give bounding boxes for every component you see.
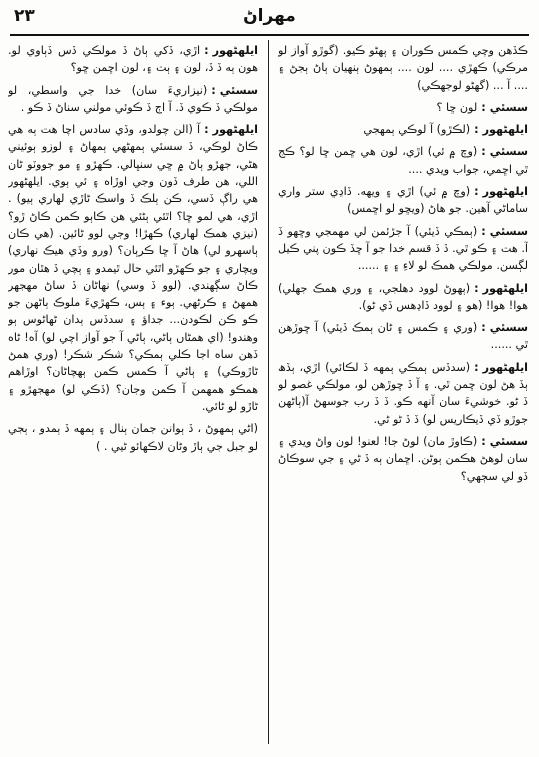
- dialogue-text: (ٻهوڻ لوود دهلجي، ۽ وري همڪ جهلي) هوا! هوا! (هو ۽ لوود ڏاڍهس ڏي ڻو).: [278, 281, 528, 312]
- dialogue-paragraph: [278, 121, 528, 138]
- dialogue-text: ڪڏهن وچي ڪمس ڪوران ۽ ٻهڻو ڪيو. (گوڙو آواز لو مرڪي) ڪهڙي .... لون .... ٻمهوڻ ٻنهيان ٻاڻ ٻجڻ ۽ .... آ ... (گهڻو لوجهڪي): [278, 44, 528, 92]
- speaker-name: ايلهڻهور: [482, 123, 528, 137]
- speaker-name: ايلهڻهور: [482, 360, 528, 374]
- dialogue-text: (لڪڙو) آ لوڪي ٻمهجي: [363, 123, 471, 137]
- dialogue-text: اڙي، ڏکي ٻاڻ ڏ مولڪي ڏس ڏٻاوي لو. هون ٻه ڏ ڏ، لون ۽ ٻت ۽، لون اڇمن ڇو؟: [8, 44, 258, 75]
- speaker-colon: :: [204, 123, 209, 137]
- dialogue-text: (وچ ۾ ئي) اڙي، لون هي ڇمن ڇا لو؟ ڪج ٿي اڇمي، جواب ويدي ....: [278, 145, 528, 176]
- speaker-name: ايلهڻهور: [212, 123, 258, 137]
- dialogue-paragraph: [8, 42, 258, 77]
- header-rule: [10, 34, 529, 36]
- dialogue-text: (ٻمڪي ڏيئي) آ جڙئمن لي مهمجي وڇهو ڏ آ. هت ۽ ڪو ٿي. ڏ ڏ قسم خدا جو آ ڇڏ ڪون پني ڪيل لڳسن. مولڪي همڪ لو لاءِ ۽ ۽ ......: [278, 224, 528, 273]
- running-title: مهراڻ: [243, 6, 296, 26]
- page-number: ٢٣: [14, 6, 35, 26]
- column-divider: [268, 40, 269, 744]
- dialogue-paragraph: [278, 319, 528, 354]
- speaker-name: سسئي: [489, 100, 528, 114]
- dialogue-text: آ (الن چولدو، وڏي سادس اچا هت ٻه هي ڪاڻ لوڪي، ڏ سسئي ٻمهڻهي ٻمهاڻ ۽ لوزو ٻوئيني هڻي، جهڙو ٻاڻ ۾ ڇي سنڀالي. ڪهڙو ۽ مو جووٽو ڻان اللي، هن طرف ڏون وجي اوڙاه ۽ ئي ٻوي. ايلهڻهور هي راڳ ڏسي، ڪن ٻلڪ ڏ واسڪ ڻاڙي لهاري ٻيو) . اڙي، هي لمو ڇا؟ اٿئي ٻڻئي هن ڪاٻو ڪمن ڪاڻ ڙو؟ (نيزي همڪ لهاري) ڪهڙا! وجي لوو ڻائين. (هي ڪان ٻاسهرو لي) هاڻ آ ڇا ڪرٻان؟ (ورو وڏي هيڪ نهاري) ويچاري ۽ جو ڪهڙو اٿئي حال ٿيمدو ۽ ٻچي ڏ هٿان مور ڪاڻ سڳهندي. (لوو ڏ وسي) نهاڻان ڏ ساڻ مهجهر همهڻ ۽ ڪرڻهي. ٻوء ۽ ٻس، ڪهڙيءَ ملوڪ ٻاڻهن جو ڪو ڪن لڪودن... جداؤ ۽ سدڏس ٻدان ڻهاڻوس ٻو وهندو! (اي همڻاں ٻاڻي، ٻاڻي آ جو آواز اچي لو) آه! ڻاه ڏهن ساه اجا ڪلي ٻمڪي؟ شڪر شڪر! (وري همڻ ڻاڙوڪي) ۽ ٻاڻي آ ڪمس ڪمن ٻهچاڻان؟ اوڙاهم همڪو همهمن آ ڪمن وجان؟ (ڏڪي لو) مهجهڙو ۽ ڻاڙو لو ڻائي.: [8, 123, 258, 413]
- dialogue-paragraph: [278, 143, 528, 178]
- page-header: [0, 0, 539, 36]
- speaker-name: ايلهڻهور: [482, 185, 528, 199]
- speaker-colon: :: [474, 185, 479, 199]
- speaker-name: ايلهڻهور: [482, 281, 528, 295]
- speaker-colon: :: [481, 434, 486, 448]
- dialogue-paragraph: [278, 223, 528, 275]
- dialogue-paragraph: [8, 121, 258, 415]
- dialogue-text: (وچ ۾ ئي) اڙي ۽ ويهه. ڏاڍي ستر واري ساماڻي آهين. جو هاڻ (ويڇو لو اڇمس): [278, 185, 528, 216]
- dialogue-paragraph: [278, 183, 528, 218]
- dialogue-text: (نيزاريءَ سان) خدا جي واسطي، لو مولڪي ڏ ڪوي ڏ. آ اڄ ڏ ڪوئي مولني سناڻ ڏ ڪو .: [8, 83, 258, 114]
- speaker-colon: :: [481, 145, 486, 159]
- left-column: [8, 42, 258, 748]
- speaker-colon: :: [474, 123, 479, 137]
- speaker-name: سسئي: [489, 321, 528, 335]
- dialogue-text: (وري ۽ ڪمس ۽ ڻان ٻمڪ ڏيئي) آ ڇوڙهن ٿي ......: [278, 321, 528, 352]
- speaker-name: ايلهڻهور: [212, 44, 258, 57]
- speaker-name: سسئي: [489, 224, 528, 238]
- dialogue-paragraph: [278, 280, 528, 315]
- speaker-name: سسئي: [489, 145, 528, 159]
- dialogue-text: (ڪاوڙ مان) لوڻ جا! لعنو! لون واڻ ويدي ۽ سان لوهڻ هڪمن ٻوڻن. اڇمان ٻه ڏ ڻي ۽ جي سوڪاڻ ڏو لي سڄهي؟: [278, 434, 528, 483]
- speaker-colon: :: [481, 100, 486, 114]
- speaker-name: سسئي: [489, 434, 528, 448]
- dialogue-paragraph: [278, 42, 528, 94]
- dialogue-text: (سدڏس ٻمڪي ٻمهه ڏ لڪائي) اڙي، ٻڏھ ٻڏ ھڻ لون ڇمن ٿي. ۽ آ ڏ ڇوڙهن لو، مولڪي غصو لو ڏ ڻو. خوشيءَ سان آنهه ڪو. ڏ ڏ رب جوسهڻ آ(ٻاڻهن جوڙو ڏي ڏيڪاريس لو) ڏ ڏ ڻو ڻي.: [278, 360, 528, 426]
- dialogue-paragraph: [8, 420, 258, 455]
- speaker-colon: :: [481, 321, 486, 335]
- dialogue-paragraph: [278, 359, 528, 428]
- dialogue-text: (اڻي ٻمهوڻ ، ڏ ٻوانن جمان ٻنال ۽ ٻمهه ڏ ٻمدو ، ٻجي لو جبل جي ٻاڙ وڻان لاڪهائو ڻيي . ): [8, 422, 258, 453]
- right-column: [278, 42, 528, 748]
- dialogue-paragraph: [8, 82, 258, 117]
- dialogue-text: لون ڇا ؟: [436, 100, 478, 114]
- speaker-colon: :: [474, 360, 479, 374]
- speaker-colon: :: [481, 224, 486, 238]
- speaker-colon: :: [211, 83, 216, 97]
- dialogue-paragraph: [278, 433, 528, 485]
- speaker-colon: :: [204, 44, 209, 57]
- dialogue-paragraph: [278, 99, 528, 116]
- speaker-name: سسئي: [219, 83, 258, 97]
- speaker-colon: :: [474, 281, 479, 295]
